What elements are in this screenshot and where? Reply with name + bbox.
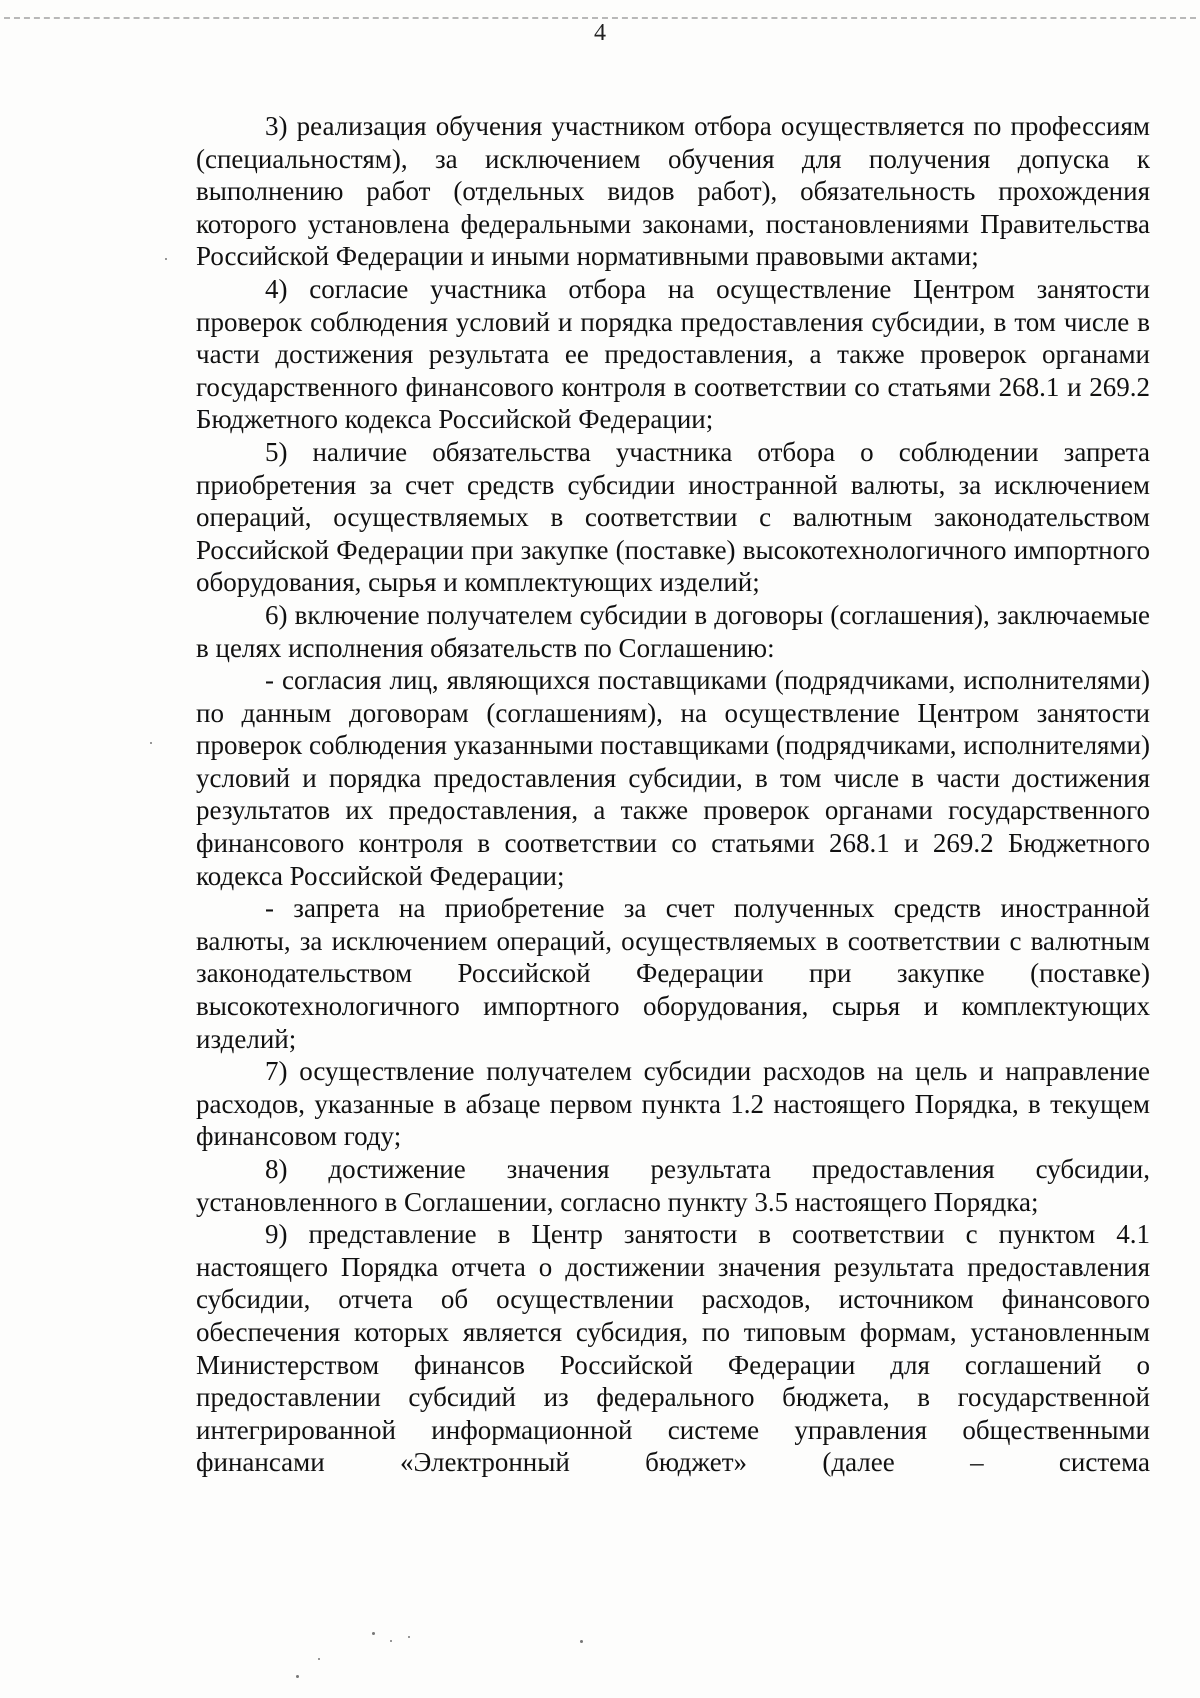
scan-top-edge xyxy=(4,17,1196,19)
scan-speck xyxy=(150,742,152,744)
paragraph-item-3: 3) реализация обучения участником отбора осуществляется по профессиям (специальностям), за исключением обучения для получения допуска к выполнению работ (отдельных видов работ), обязательность прохождения которого установлена федеральными законами, постановлениями Правительства Российской Федерации и иными нормативными правовыми актами; xyxy=(196,111,1150,272)
paragraph-item-6: 6) включение получателем субсидии в договоры (соглашения), заключаемые в целях исполнения обязательств по Соглашению: xyxy=(196,599,1150,663)
paragraph-dash-prohibition: - запрета на приобретение за счет полученных средств иностранной валюты, за исключением операций, осуществляемых в соответствии с валютным законодательством Российской Федерации при закупке (поставке) высокотехнологичного импортного оборудования, сырья и комплектующих изделий; xyxy=(196,893,1150,1054)
paragraph-item-9: 9) представление в Центр занятости в соответствии с пунктом 4.1 настоящего Порядка отчета о достижении значения результата предоставления субсидии, отчета об осуществлении расходов, источником финансового обеспечения которых является субсидия, по типовым формам, установленным Министерством финансов Российской Федерации для соглашений о предоставлении субсидий из федерального бюджета, в государственной интегрированной информационной системе управления общественными финансами «Электронный бюджет» (далее – система xyxy=(196,1219,1150,1478)
scan-speck xyxy=(390,1640,392,1642)
scan-speck xyxy=(580,1640,583,1643)
scan-speck xyxy=(318,1658,320,1660)
paragraph-item-8: 8) достижение значения результата предоставления субсидии, установленного в Соглашении, согласно пункту 3.5 настоящего Порядка; xyxy=(196,1154,1150,1217)
paragraph-item-5: 5) наличие обязательства участника отбора о соблюдении запрета приобретения за счет средств субсидии иностранной валюты, за исключением операций, осуществляемых в соответствии с валютным законодательством Российской Федерации при закупке (поставке) высокотехнологичного импортного оборудования, сырья и комплектующих изделий; xyxy=(196,436,1150,598)
paragraph-item-4: 4) согласие участника отбора на осуществление Центром занятости проверок соблюдения условий и порядка предоставления субсидии, в том числе в части достижения результата ее предоставления, а также проверок органами государственного финансового контроля в соответствии со статьями 268.1 и 269.2 Бюджетного кодекса Российской Федерации; xyxy=(196,273,1150,435)
page-number: 4 xyxy=(594,20,606,46)
scan-speck xyxy=(408,1636,410,1638)
scan-speck xyxy=(296,1675,299,1678)
paragraph-item-7: 7) осуществление получателем субсидии расходов на цель и направление расходов, указанные в абзаце первом пункта 1.2 настоящего Порядка, в текущем финансовом году; xyxy=(196,1056,1150,1152)
scan-speck xyxy=(165,258,167,260)
document-body xyxy=(196,110,1150,1479)
scan-speck xyxy=(372,1632,375,1635)
paragraph-dash-consent: - согласия лиц, являющихся поставщиками (подрядчиками, исполнителями) по данным договорам (соглашениям), на осуществление Центром занятости проверок соблюдения указанными поставщиками (подрядчиками, исполнителями) условий и порядка предоставления субсидии, в том числе в части достижения результатов их предоставления, а также проверок органами государственного финансового контроля в соответствии со статьями 268.1 и 269.2 Бюджетного кодекса Российской Федерации; xyxy=(196,665,1150,891)
